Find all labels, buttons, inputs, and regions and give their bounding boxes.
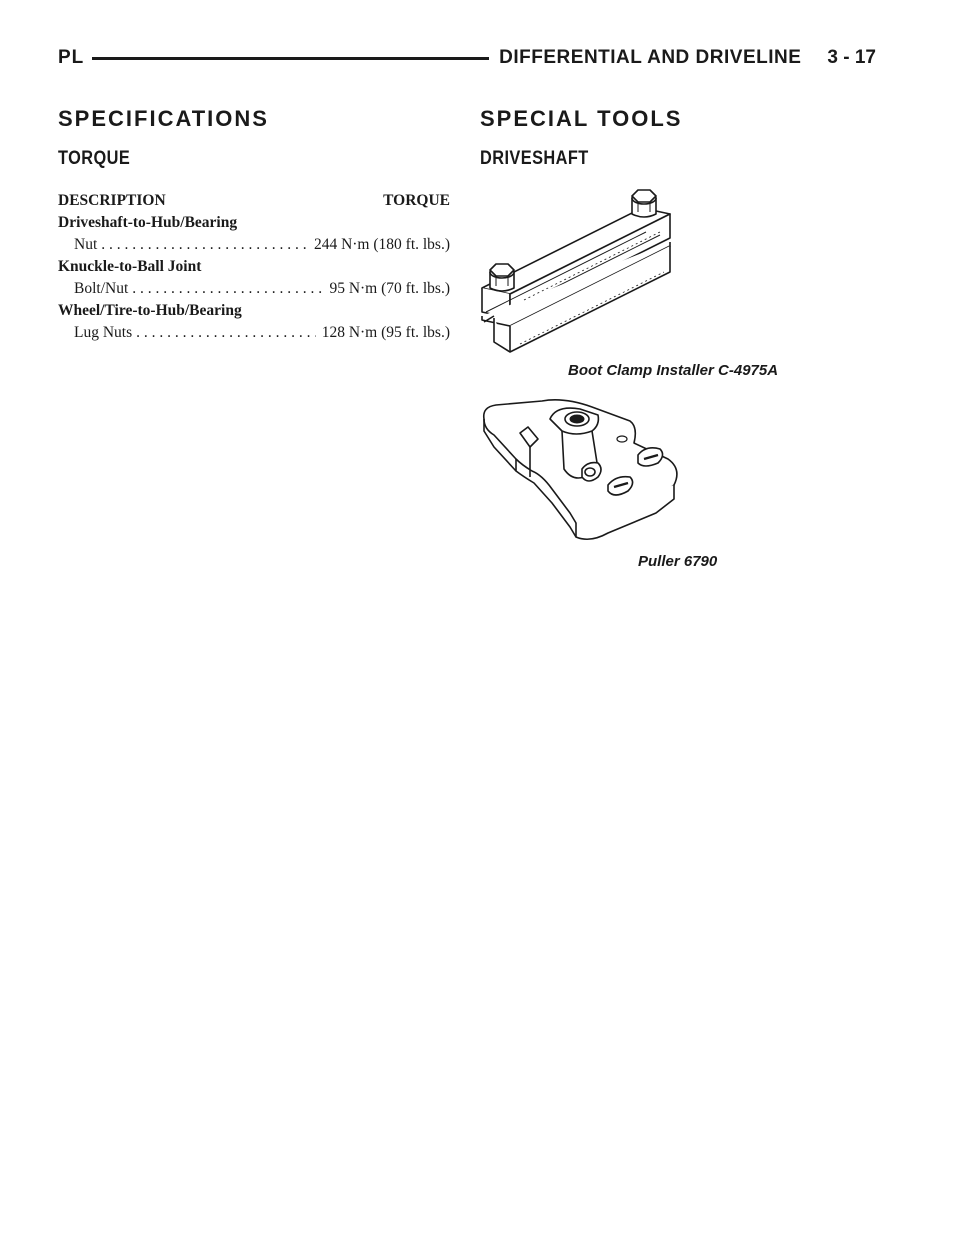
spec-group-name: Driveshaft-to-Hub/Bearing (58, 214, 238, 231)
boot-clamp-installer-caption: Boot Clamp Installer C-4975A (568, 362, 779, 379)
torque-column-header: TORQUE (383, 192, 450, 209)
spec-value: 244 N·m (180 ft. lbs.) (313, 236, 450, 253)
description-column-header: DESCRIPTION (58, 192, 166, 209)
leader-dots (136, 322, 316, 344)
manual-code: PL (58, 47, 85, 68)
boot-clamp-installer-illustration (480, 176, 680, 356)
header-rule (92, 57, 489, 60)
page-number: 3 - 17 (827, 47, 876, 68)
puller-caption: Puller 6790 (638, 553, 718, 570)
special-tools-heading: SPECIAL TOOLS (480, 106, 683, 131)
boot-clamp-installer-figure (480, 176, 900, 356)
spec-row (58, 322, 450, 344)
spec-value: 128 N·m (95 ft. lbs.) (321, 324, 450, 341)
spec-item: Bolt/Nut (74, 280, 129, 297)
spec-value: 95 N·m (70 ft. lbs.) (329, 280, 450, 297)
special-tools-column (480, 106, 900, 570)
specifications-heading: SPECIFICATIONS (58, 106, 269, 131)
spec-group-name: Wheel/Tire-to-Hub/Bearing (58, 302, 242, 319)
spec-group-name: Knuckle-to-Ball Joint (58, 258, 202, 275)
torque-subheading: TORQUE (58, 148, 131, 169)
leader-dots (132, 278, 323, 300)
spec-table-header (58, 190, 450, 212)
leader-dots (101, 234, 308, 256)
spec-item: Nut (74, 236, 98, 253)
spec-row (58, 278, 450, 300)
torque-spec-table (58, 190, 450, 344)
spec-row (58, 234, 450, 256)
section-title: DIFFERENTIAL AND DRIVELINE (499, 47, 802, 68)
spec-item: Lug Nuts (74, 324, 133, 341)
specifications-column (58, 106, 450, 344)
page-header (58, 42, 876, 74)
driveshaft-subheading: DRIVESHAFT (480, 148, 589, 169)
puller-illustration (480, 399, 690, 549)
puller-figure (480, 399, 900, 549)
